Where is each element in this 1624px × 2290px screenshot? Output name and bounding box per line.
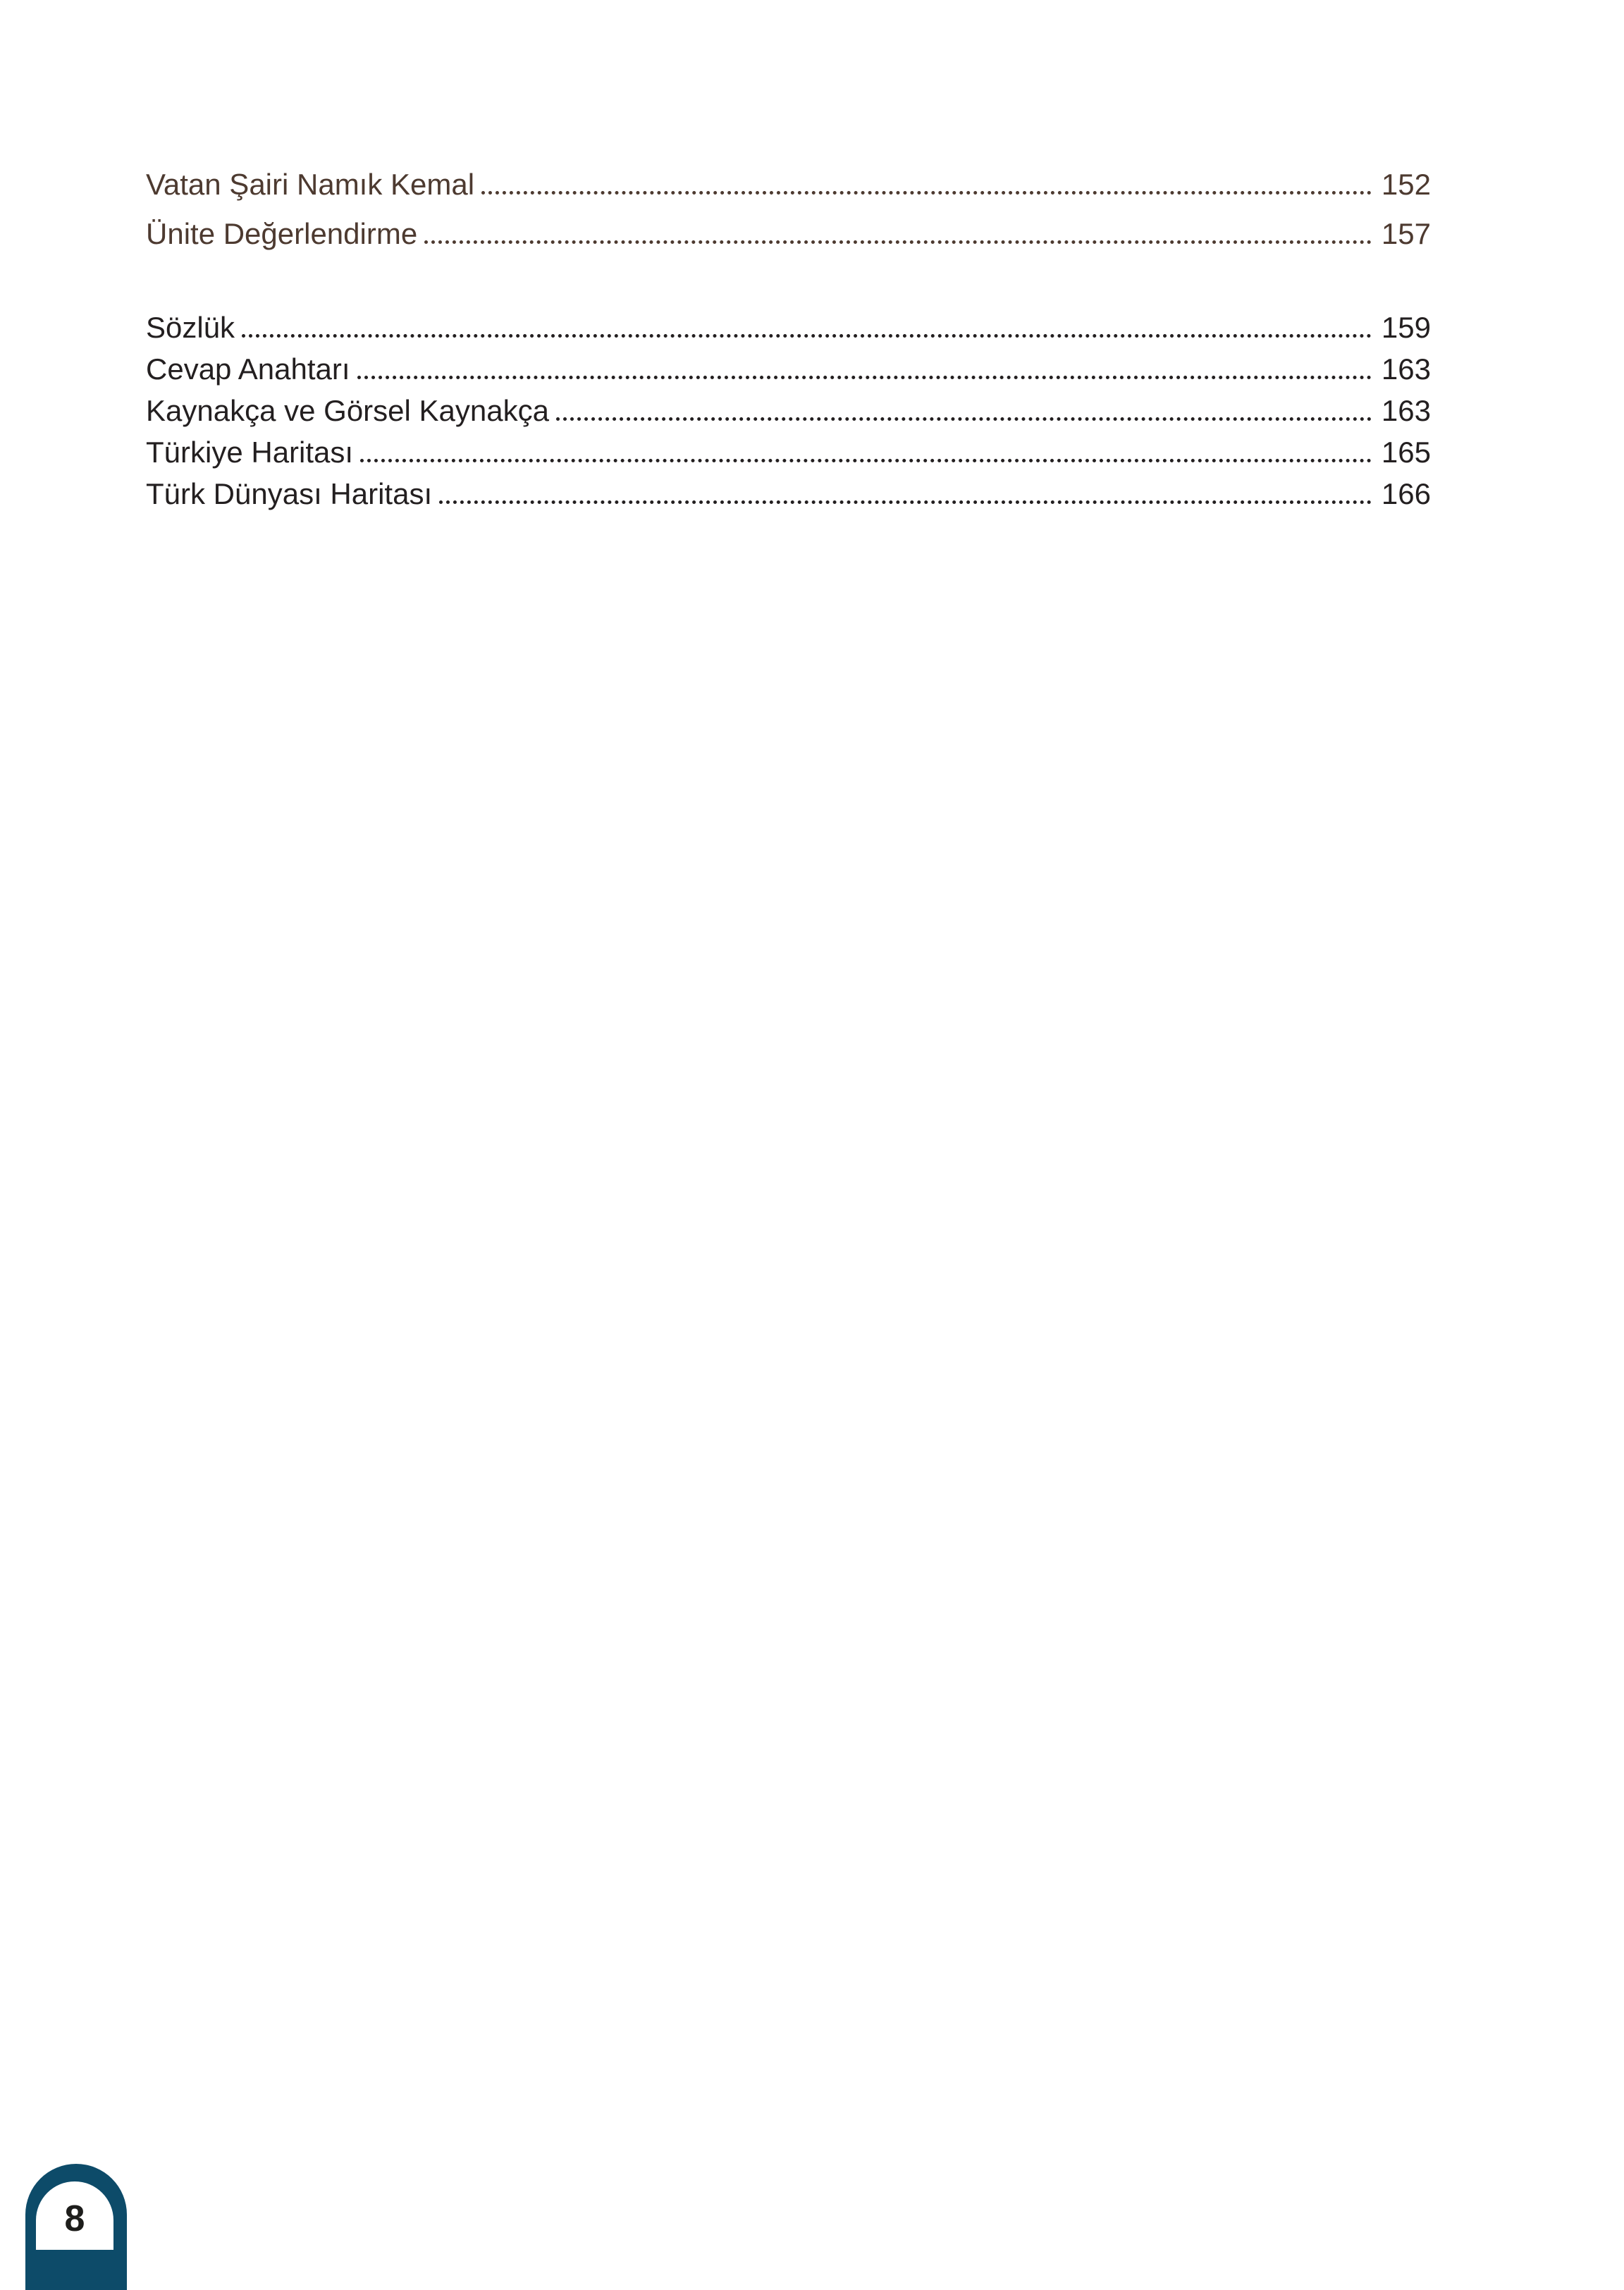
toc-entry-title: Cevap Anahtarı	[146, 352, 350, 386]
dot-leader	[357, 376, 1372, 379]
toc-entry	[146, 307, 1431, 348]
dot-leader	[439, 500, 1372, 504]
toc-entry	[146, 473, 1431, 515]
toc-entry-title: Vatan Şairi Namık Kemal	[146, 168, 475, 201]
section-separator	[146, 259, 1431, 307]
toc-entry-page: 165	[1381, 436, 1431, 469]
page-number: 8	[64, 2198, 85, 2239]
dot-leader	[556, 417, 1372, 421]
toc-entry-page: 157	[1381, 217, 1431, 250]
dot-leader	[481, 191, 1372, 195]
toc-entry-page: 152	[1381, 168, 1431, 201]
toc-section-unit	[146, 160, 1431, 259]
toc-entry-title: Türkiye Haritası	[146, 436, 354, 469]
toc-entry-title: Türk Dünyası Haritası	[146, 477, 433, 510]
table-of-contents	[146, 160, 1431, 515]
toc-entry	[146, 160, 1431, 209]
dot-leader	[424, 240, 1372, 244]
toc-entry-page: 163	[1381, 394, 1431, 427]
toc-entry-page: 166	[1381, 477, 1431, 510]
page-number-window	[36, 2181, 113, 2250]
toc-entry	[146, 348, 1431, 390]
dot-leader	[242, 334, 1372, 338]
toc-entry-page: 159	[1381, 311, 1431, 344]
toc-entry	[146, 209, 1431, 259]
toc-entry-title: Ünite Değerlendirme	[146, 217, 418, 250]
toc-entry	[146, 390, 1431, 431]
toc-entry	[146, 431, 1431, 473]
dot-leader	[360, 459, 1372, 462]
toc-section-back-matter	[146, 307, 1431, 515]
toc-entry-title: Sözlük	[146, 311, 235, 344]
toc-entry-title: Kaynakça ve Görsel Kaynakça	[146, 394, 549, 427]
toc-entry-page: 163	[1381, 352, 1431, 386]
page-number-badge	[25, 2164, 127, 2290]
